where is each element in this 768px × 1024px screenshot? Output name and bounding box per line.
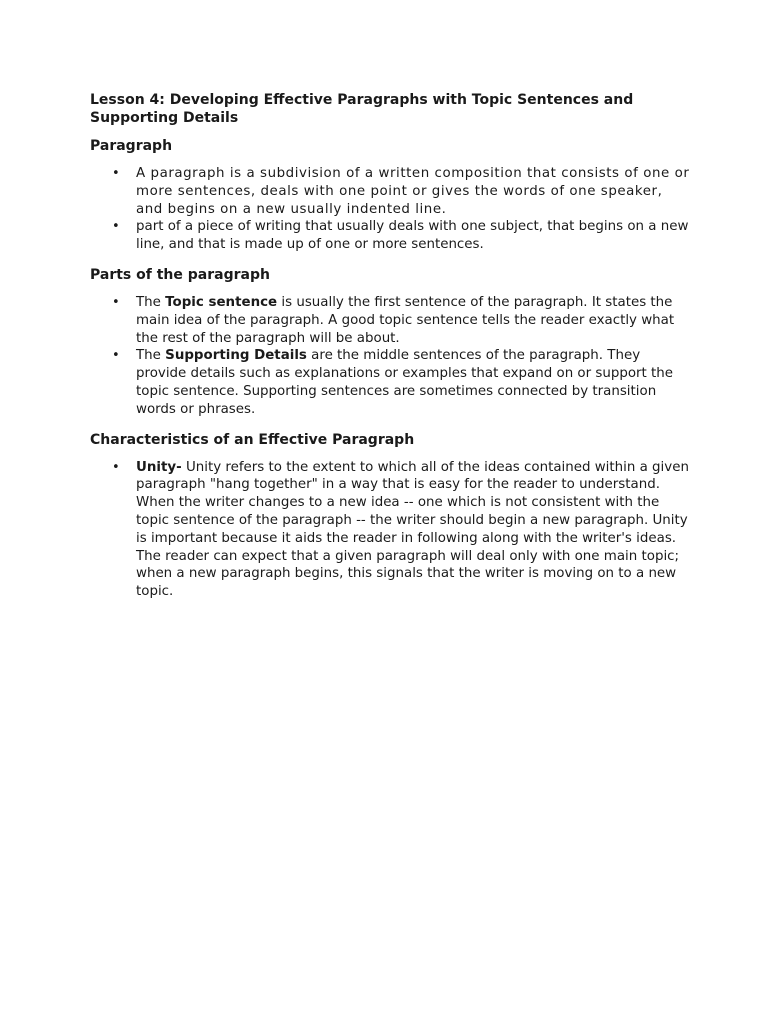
bullet-icon: • [112, 166, 120, 181]
list-item-text: A paragraph is a subdivision of a written composition that consists of one or more sentences, deals with one point or gives the words of one speaker, and begins on a new usually indented line. [136, 166, 690, 217]
bullet-icon: • [112, 459, 120, 475]
bullet-icon: • [112, 219, 120, 235]
term-unity: Unity- [136, 459, 182, 475]
list-item [90, 347, 690, 418]
list-item [90, 459, 690, 601]
characteristics-list [90, 459, 690, 601]
list-item-text: is usually the first sentence of the paragraph. It states the main idea of the paragraph. A good topic sentence tells the reader exactly what the rest of the paragraph will be about. [136, 294, 675, 346]
document-page [90, 91, 690, 613]
list-item-text: Unity refers to the extent to which all of the ideas contained within a given paragraph "hang together" in a way that is easy for the reader to understand. When the writer changes to a new idea -- one which is not consistent with the topic sentence of the paragraph -- the writer should begin a new paragraph. Unity is important because it aids the reader in following along with the writer's ideas. The reader can expect that a given paragraph will deal only with one main topic; when a new paragraph begins, this signals that the writer is moving on to a new topic. [136, 459, 689, 600]
bullet-icon: • [112, 348, 120, 364]
parts-list [90, 294, 690, 419]
section-heading-characteristics: Characteristics of an Effective Paragraph [90, 431, 415, 448]
list-item [90, 294, 690, 347]
term-topic-sentence: Topic sentence [165, 294, 278, 310]
list-item-prefix: The [136, 294, 166, 310]
lesson-title: Lesson 4: Developing Effective Paragraphs with Topic Sentences and Supporting Details [90, 92, 634, 126]
list-item-text: part of a piece of writing that usually deals with one subject, that begins on a new line, and that is made up of one or more sentences. [136, 219, 689, 253]
section-heading-paragraph: Paragraph [90, 138, 173, 154]
paragraph-definition-list [90, 165, 690, 254]
list-item-text: are the middle sentences of the paragraph. They provide details such as explanations or examples that expand on or support the topic sentence. Supporting sentences are sometimes connected by transition words or phrases. [136, 348, 674, 417]
bullet-icon: • [112, 294, 120, 310]
list-item [90, 218, 690, 254]
section-heading-parts: Parts of the paragraph [90, 266, 270, 283]
list-item-prefix: The [136, 348, 166, 364]
list-item [90, 165, 690, 218]
term-supporting-details: Supporting Details [165, 348, 307, 364]
